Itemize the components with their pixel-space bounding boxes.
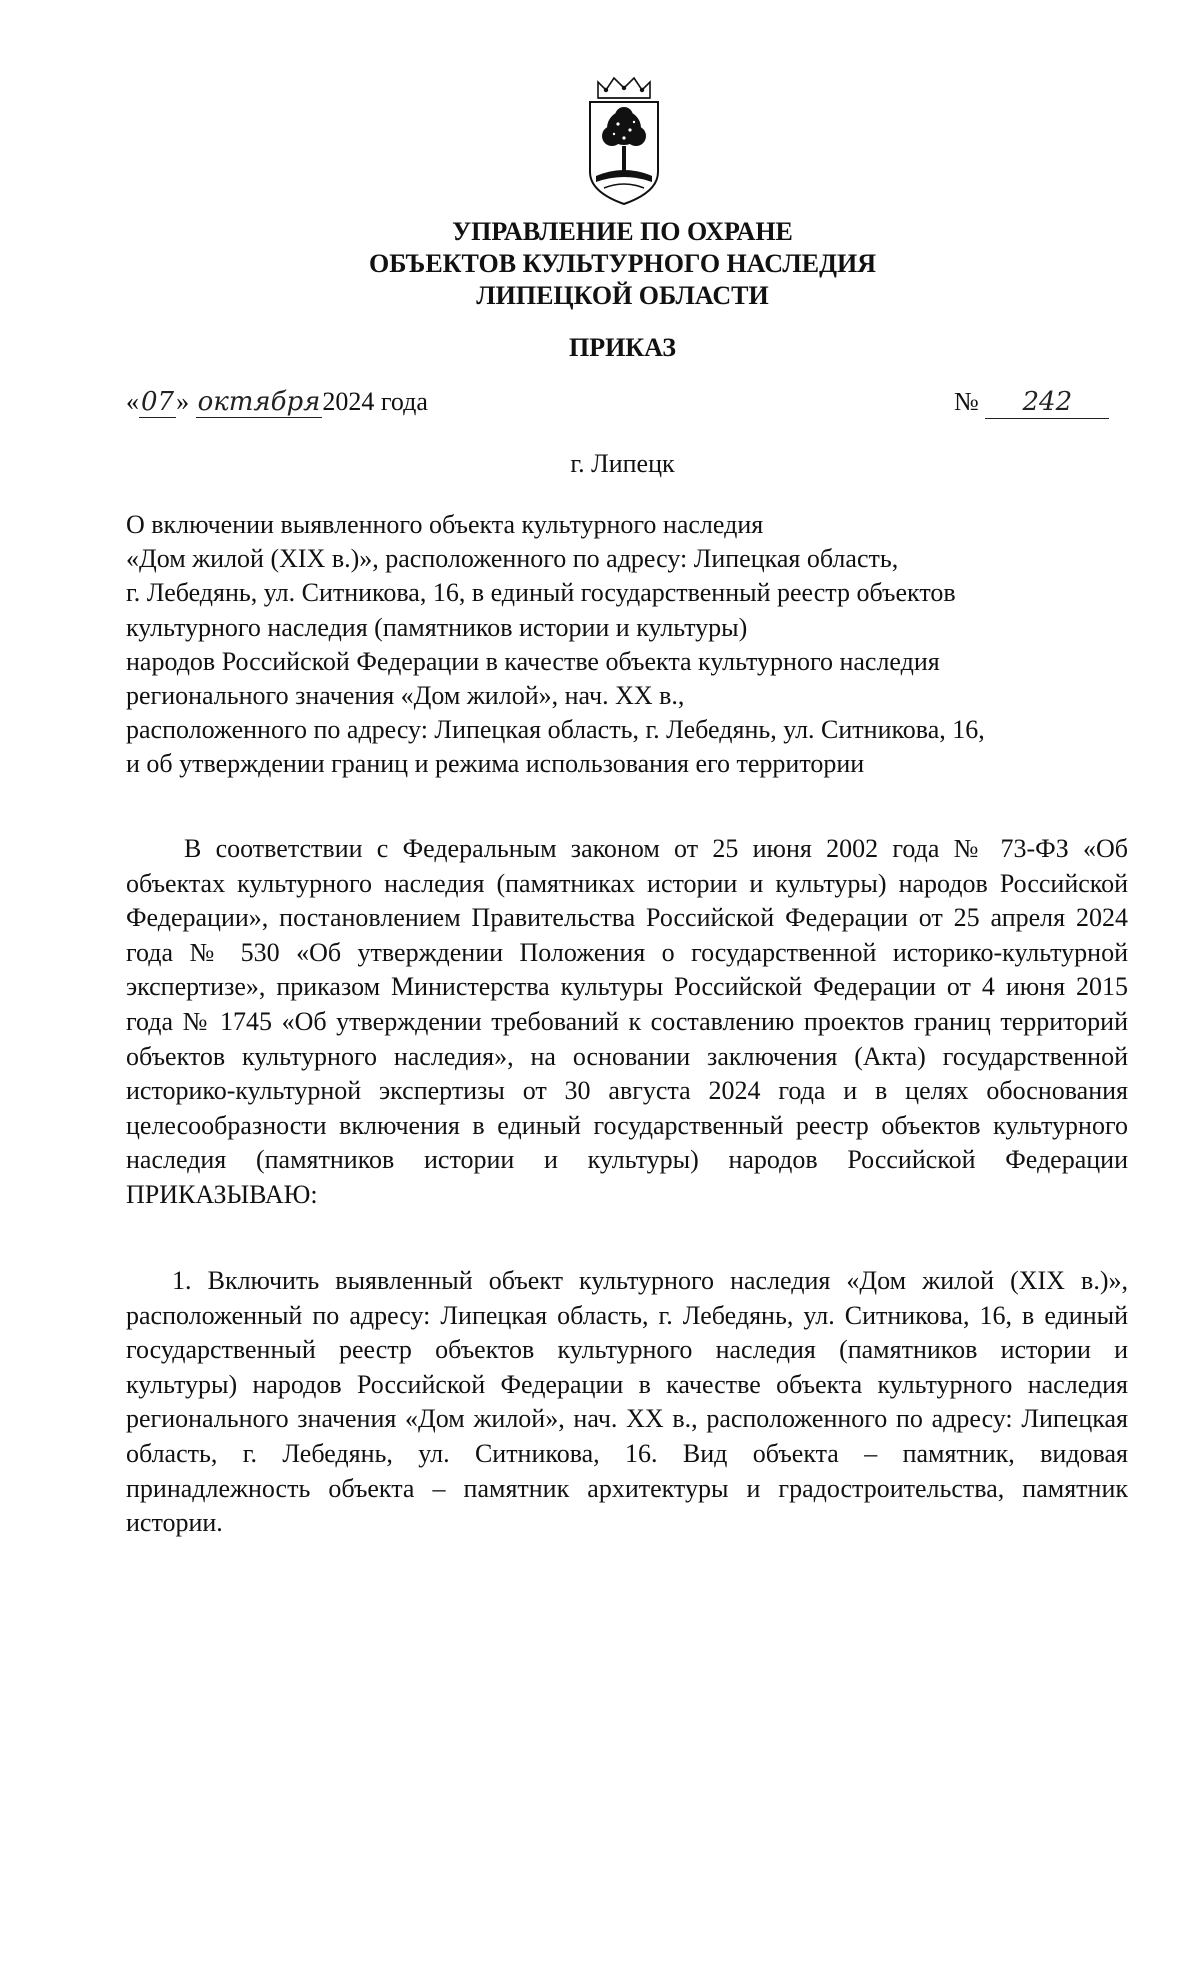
- issuer-line-1: УПРАВЛЕНИЕ ПО ОХРАНЕ: [452, 217, 793, 246]
- subject-line: «Дом жилой (XIX в.)», расположенного по адресу: Липецкая область,: [126, 544, 899, 574]
- subject-line: расположенного по адресу: Липецкая область, г. Лебедянь, ул. Ситникова, 16,: [126, 715, 985, 745]
- issuer-header: [0, 216, 1200, 312]
- number-label: №: [954, 387, 979, 416]
- date-open-quote: «: [126, 387, 139, 416]
- date-day-handwritten: 07: [141, 387, 175, 417]
- subject-line: регионального значения «Дом жилой», нач. XX в.,: [126, 681, 685, 711]
- date-month-handwritten: октября: [197, 387, 321, 417]
- subject-block: [126, 508, 985, 782]
- document-date: [126, 386, 428, 418]
- subject-line: и об утверждении границ и режима использования его территории: [126, 749, 865, 779]
- date-year: 2024 года: [322, 387, 428, 416]
- subject-line: г. Лебедянь, ул. Ситникова, 16, в единый государственный реестр объектов: [126, 578, 956, 608]
- order-item-1: 1. Включить выявленный объект культурного наследия «Дом жилой (XIX в.)», расположенный по адресу: Липецкая область, г. Лебедянь, ул. Ситникова, 16, в единый государственный реестр объектов культурного наследия (памятников истории и культуры) народов Российской Федерации в качестве объекта культурного наследия регионального значения «Дом жилой», нач. XX в., расположенного по адресу: Липецкая область, г. Лебедянь, ул. Ситникова, 16. Вид объекта – памятник, видовая принадлежность объекта – памятник архитектуры и градостроительства, памятник истории.: [126, 1266, 1128, 1538]
- city-line: г. Липецк: [570, 449, 675, 478]
- coat-of-arms-icon: [584, 76, 664, 208]
- number-value-handwritten: 242: [985, 386, 1109, 419]
- document-type: ПРИКАЗ: [568, 333, 677, 362]
- date-close-quote: »: [176, 387, 190, 416]
- issuer-line-3: ЛИПЕЦКОЙ ОБЛАСТИ: [476, 281, 769, 310]
- preamble-paragraph: В соответствии с Федеральным законом от 25 июня 2002 года № 73-ФЗ «Об объектах культурного наследия (памятниках истории и культуры) народов Российской Федерации», постановлением Правительства Российской Федерации от 25 апреля 2024 года № 530 «Об утверждении Положения о государственной историко-культурной экспертизе», приказом Министерства культуры Российской Федерации от 4 июня 2015 года № 1745 «Об утверждении требований к составлению проектов границ территорий объектов культурного наследия», на основании заключения (Акта) государственной историко-культурной экспертизы от 30 августа 2024 года и в целях обоснования целесообразности включения в единый государственный реестр объектов культурного наследия (памятников истории и культуры) народов Российской Федерации ПРИКАЗЫВАЮ:: [126, 834, 1128, 1209]
- document-number: [954, 386, 1109, 419]
- subject-line: народов Российской Федерации в качестве объекта культурного наследия: [126, 646, 940, 676]
- issuer-line-2: ОБЪЕКТОВ КУЛЬТУРНОГО НАСЛЕДИЯ: [369, 249, 876, 278]
- subject-line: О включении выявленного объекта культурного наследия: [126, 510, 764, 539]
- subject-line: культурного наследия (памятников истории и культуры): [126, 612, 748, 642]
